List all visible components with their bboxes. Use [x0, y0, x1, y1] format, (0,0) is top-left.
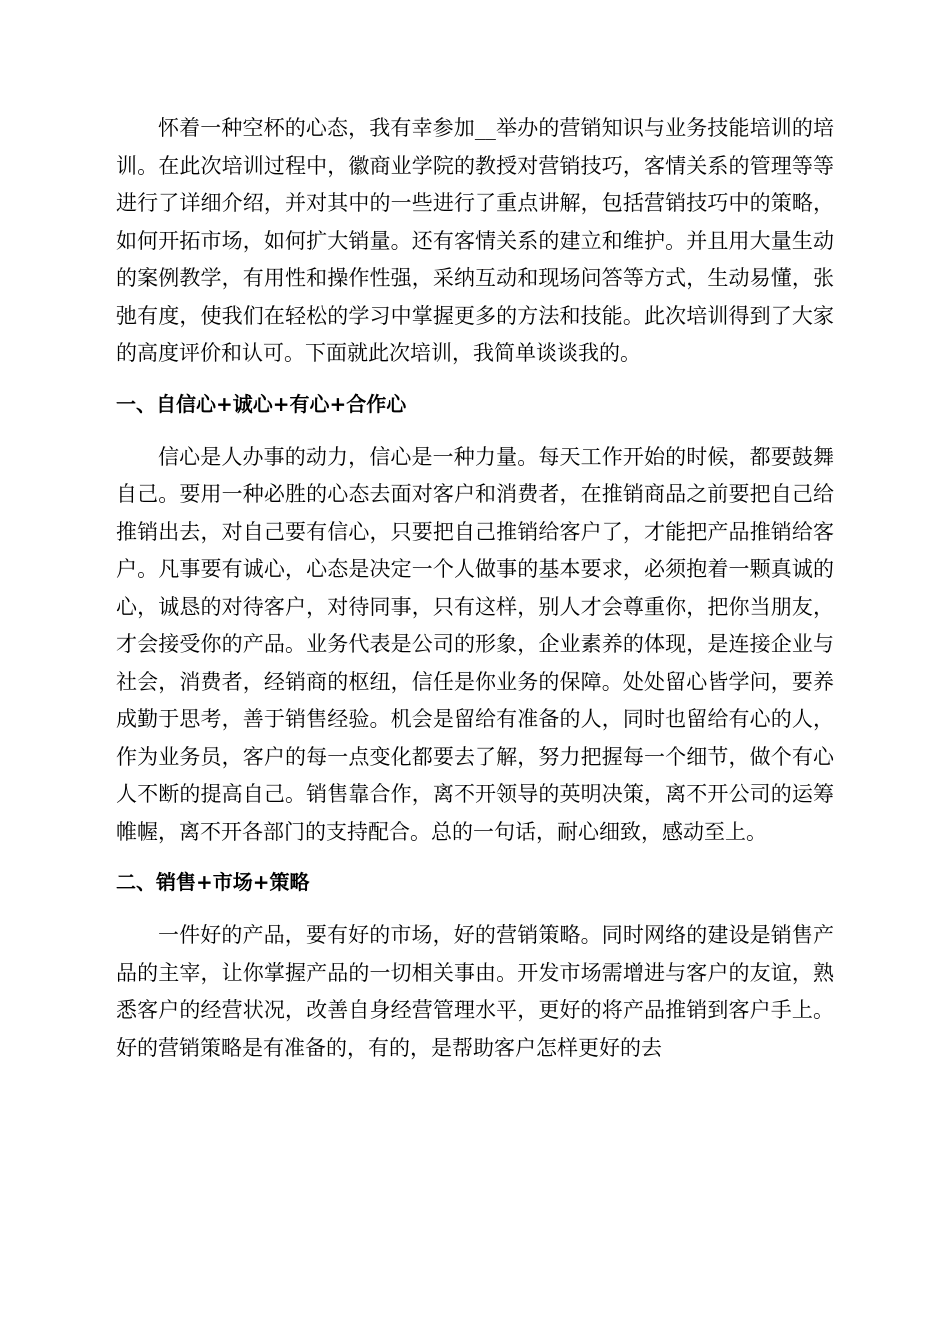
section-1-paragraph: 信心是人办事的动力，信心是一种力量。每天工作开始的时候，都要鼓舞自己。要用一种必胜的心态去面对客户和消费者，在推销商品之前要把自己给推销出去，对自己要有信心，只要把自己推销给客户了，才能把产品推销给客户。凡事要有诚心，心态是决定一个人做事的基本要求，必须抱着一颗真诚的心，诚恳的对待客户，对待同事，只有这样，别人才会尊重你，把你当朋友，才会接受你的产品。业务代表是公司的形象，企业素养的体现，是连接企业与社会，消费者，经销商的枢纽，信任是你业务的保障。处处留心皆学问，要养成勤于思考，善于销售经验。机会是留给有准备的人，同时也留给有心的人，作为业务员，客户的每一点变化都要去了解，努力把握每一个细节，做个有心人不断的提高自己。销售靠合作，离不开领导的英明决策，离不开公司的运筹帷幄，离不开各部门的支持配合。总的一句话，耐心细致，感动至上。: [116, 444, 834, 844]
intro-paragraph: 怀着一种空杯的心态，我有幸参加__举办的营销知识与业务技能培训的培训。在此次培训过程中，徽商业学院的教授对营销技巧，客情关系的管理等等进行了详细介绍，并对其中的一些进行了重点讲解，包括营销技巧中的策略，如何开拓市场，如何扩大销量。还有客情关系的建立和维护。并且用大量生动的案例教学，有用性和操作性强，采纳互动和现场问答等方式，生动易懂，张弛有度，使我们在轻松的学习中掌握更多的方法和技能。此次培训得到了大家的高度评价和认可。下面就此次培训，我简单谈谈我的。: [116, 116, 834, 365]
document-body: [116, 110, 834, 1067]
section-2-heading: 二、销售+市场+策略: [116, 870, 310, 894]
section-1-heading: 一、自信心+诚心+有心+合作心: [116, 391, 407, 416]
section-2-paragraph: 一件好的产品，要有好的市场，好的营销策略。同时网络的建设是销售产品的主宰，让你掌握产品的一切相关事由。开发市场需增进与客户的友谊，熟悉客户的经营状况，改善自身经营管理水平，更好的将产品推销到客户手上。好的营销策略是有准备的，有的，是帮助客户怎样更好的去: [116, 923, 834, 1060]
